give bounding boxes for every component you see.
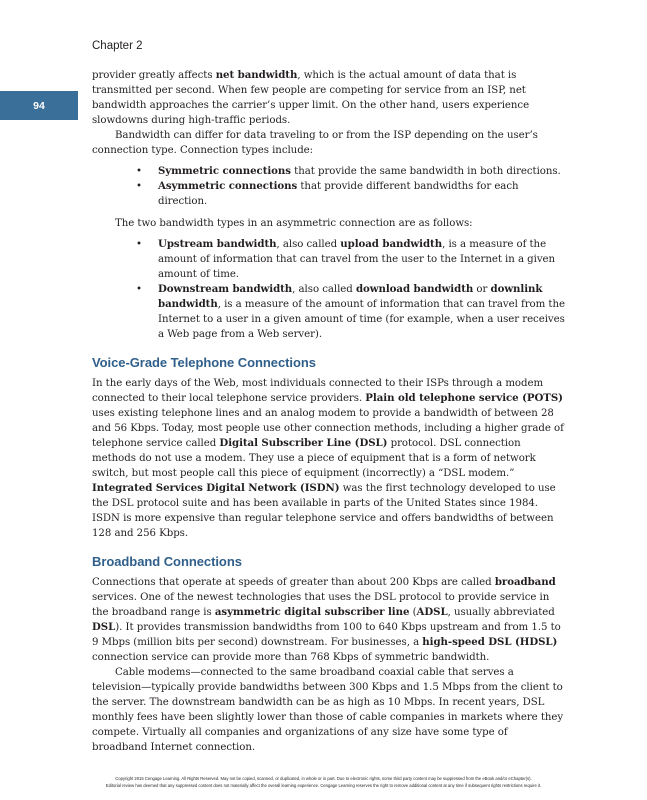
key-term: Asymmetric connections bbox=[158, 180, 298, 192]
key-term: DSL bbox=[92, 621, 116, 633]
intro-paragraph: provider greatly affects net bandwidth, which is the actual amount of data that is transmitted per second. When few people are competing for service from an ISP, net bandwidth approaches the carrier’s upper limit. On the other hand, users experience slowdowns during high-traffic periods. bbox=[92, 69, 530, 126]
key-term: downlink bandwidth bbox=[158, 283, 543, 310]
intro-paragraph-connection-types: Bandwidth can differ for data traveling to or from the ISP depending on the user’s connection type. Connection types include: bbox=[92, 130, 538, 156]
connection-types-list bbox=[92, 164, 566, 209]
key-term: asymmetric digital subscriber line bbox=[214, 606, 410, 618]
key-term: net bandwidth bbox=[215, 69, 298, 81]
broadband-paragraph: Connections that operate at speeds of greater than about 200 Kbps are called broadband services. One of the newest technologies that uses the DSL protocol to provide service in the broadband range is asymmetric digital subscriber line (ADSL, usually abbreviated DSL). It provides transmission bandwidths from 100 to 640 Kbps upstream and from 1.5 to 9 Mbps (million bits per second) downstream. For businesses, a high-speed DSL (HDSL) connection service can provide more than 768 Kbps of symmetric bandwidth. bbox=[92, 576, 561, 663]
key-term: upload bandwidth bbox=[340, 238, 443, 250]
voice-grade-paragraph: In the early days of the Web, most individuals connected to their ISPs through a modem connected to their local telephone service providers. Plain old telephone service (POTS) uses existing telephone lines and an analog modem to provide a bandwidth of between 28 and 56 Kbps. Today, most people use other connection methods, including a higher grade of telephone service called Digital Subscriber Line (DSL) protocol. DSL connection methods do not use a modem. They use a piece of equipment that is a form of network switch, but most people call this piece of equipment (incorrectly) a “DSL modem.” Integrated Services Digital Network (ISDN) was the first technology developed to use the DSL protocol suite and has been available in parts of the United States since 1984. ISDN is more expensive than regular telephone service and offers bandwidths of between 128 and 256 Kbps. bbox=[92, 378, 564, 539]
cable-modems-paragraph: Cable modems—connected to the same broadband coaxial cable that serves a television—typically provide bandwidths between 300 Kbps and 1.5 Mbps from the client to the server. The downstream bandwidth can be as high as 10 Mbps. In recent years, DSL monthly fees have been slightly lower than those of cable companies in markets where they compete. Virtually all companies and organizations of any size have some type of broadband Internet connection. bbox=[92, 667, 564, 753]
intro-paragraph-bandwidth-types: The two bandwidth types in an asymmetric connection are as follows: bbox=[115, 218, 473, 229]
bullet-item: • Symmetric connections that provide the same bandwidth in both directions. bbox=[158, 164, 566, 179]
key-term: broadband bbox=[494, 576, 556, 588]
page-number: 94 bbox=[33, 99, 45, 112]
chapter-label: Chapter 2 bbox=[92, 40, 143, 52]
bullet-item: • Downstream bandwidth, also called download bandwidth or downlink bandwidth, is a measure of the amount of information that can travel from the Internet to a user in a given amount of time (for example, when a user receives a Web page from a Web server). bbox=[158, 282, 566, 342]
key-term: ADSL bbox=[416, 606, 448, 618]
key-term: Digital Subscriber Line (DSL) bbox=[219, 437, 388, 449]
bullet-item: • Upstream bandwidth, also called upload bandwidth, is a measure of the amount of information that can travel from the user to the Internet in a given amount of time. bbox=[158, 237, 566, 282]
bandwidth-types-list bbox=[92, 237, 566, 342]
page-number-tab bbox=[0, 91, 78, 120]
copyright-line: Copyright 2015 Cengage Learning. All Rights Reserved. May not be copied, scanned, or duplicated, in whole or in part. Due to electronic rights, some third party content may be suppressed from the eBook and/or eChapter(s). bbox=[115, 776, 532, 781]
editorial-notice-line: Editorial review has deemed that any suppressed content does not materially affect the overall learning experience. Cengage Learning reserves the right to remove additional content at any time if subsequent rights restrictions require it. bbox=[105, 783, 542, 788]
key-term: Symmetric connections bbox=[158, 165, 291, 177]
key-term: Integrated Services Digital Network (ISDN) bbox=[92, 482, 340, 494]
section-heading-broadband: Broadband Connections bbox=[92, 554, 242, 569]
key-term: Downstream bandwidth bbox=[158, 283, 293, 295]
key-term: high-speed DSL (HDSL) bbox=[422, 636, 558, 648]
key-term: Upstream bandwidth bbox=[158, 238, 277, 250]
section-heading-voice-grade: Voice-Grade Telephone Connections bbox=[92, 355, 316, 370]
key-term: download bandwidth bbox=[355, 283, 474, 295]
page-body bbox=[92, 68, 566, 755]
bullet-item: • Asymmetric connections that provide different bandwidths for each direction. bbox=[158, 179, 566, 209]
key-term: Plain old telephone service (POTS) bbox=[365, 392, 563, 404]
